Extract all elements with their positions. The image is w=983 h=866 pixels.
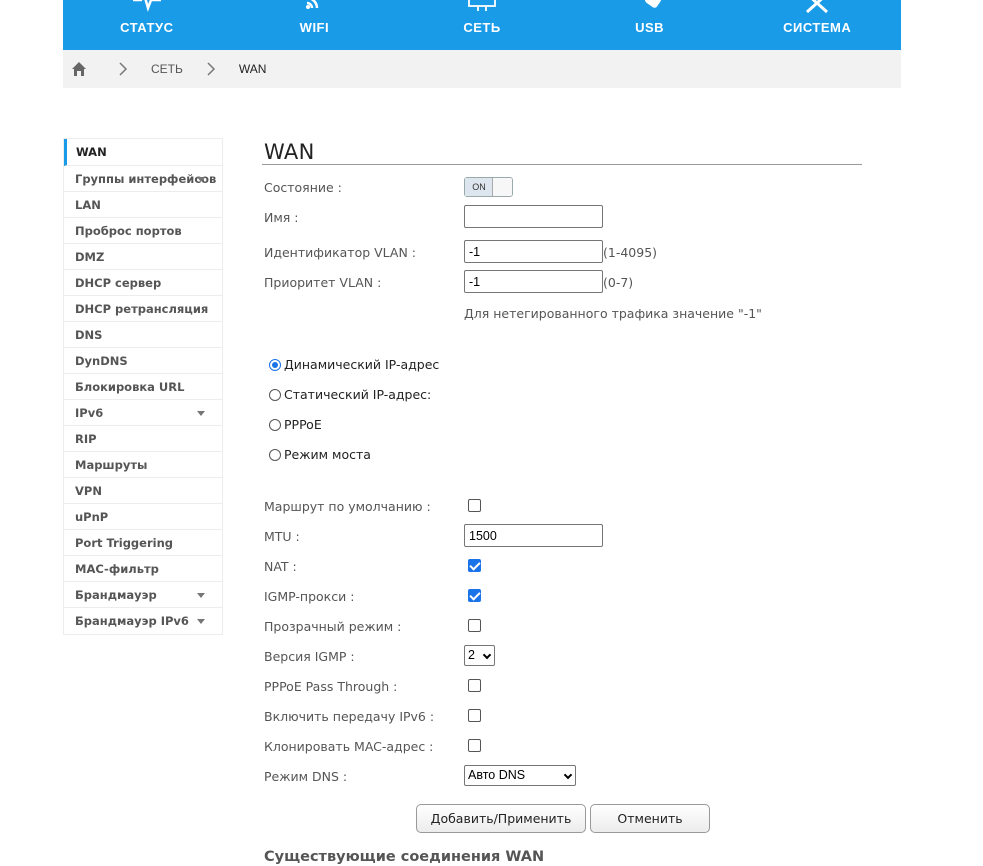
- top-navigation: [63, 0, 901, 50]
- sidebar-item-firewall-ipv6[interactable]: [64, 608, 222, 634]
- page-title: WAN: [264, 140, 315, 164]
- caret-down-icon: [197, 177, 205, 182]
- radio-bridge-mode[interactable]: [269, 447, 371, 462]
- chevron-down-icon: [483, 651, 491, 659]
- sidebar-item-ipv6[interactable]: [64, 400, 222, 426]
- chevron-down-icon: [564, 771, 572, 779]
- sidebar-item-wan[interactable]: [64, 139, 222, 166]
- vlan-priority-input[interactable]: [464, 270, 603, 293]
- dns-mode-label: Режим DNS :: [264, 769, 348, 784]
- radio-static-ip[interactable]: [269, 387, 431, 402]
- name-label: Имя :: [264, 210, 299, 225]
- sidebar-item-label: Маршруты: [75, 457, 148, 472]
- sidebar-item-dhcp-relay[interactable]: [64, 296, 222, 322]
- sidebar-item-routes[interactable]: [64, 452, 222, 478]
- sidebar-item-lan[interactable]: [64, 192, 222, 218]
- pulse-icon: [131, 0, 163, 14]
- sidebar-item-label: VPN: [75, 483, 102, 498]
- radio-label: Статический IP-адрес:: [284, 387, 432, 402]
- tools-icon: [801, 0, 833, 14]
- radio-pppoe[interactable]: [269, 417, 322, 432]
- sidebar-item-dmz[interactable]: [64, 244, 222, 270]
- radio-label: Режим моста: [284, 447, 371, 462]
- nav-status[interactable]: [63, 0, 231, 50]
- sidebar-item-dns[interactable]: [64, 322, 222, 348]
- sidebar-item-dhcp-server[interactable]: [64, 270, 222, 296]
- sidebar-item-interface-groups[interactable]: [64, 166, 222, 192]
- clone-mac-checkbox[interactable]: [468, 739, 481, 752]
- sidebar-item-port-triggering[interactable]: [64, 530, 222, 556]
- nav-wifi-label: WIFI: [299, 20, 330, 35]
- pppoe-pass-through-checkbox[interactable]: [468, 679, 481, 692]
- vlan-hint: Для нетегированного трафика значение "-1": [464, 306, 762, 321]
- radio-dynamic-ip[interactable]: [269, 357, 439, 372]
- nav-usb-label: USB: [635, 20, 665, 35]
- sidebar-item-firewall[interactable]: [64, 582, 222, 608]
- vlan-id-input[interactable]: [464, 240, 603, 263]
- state-toggle[interactable]: [464, 177, 513, 197]
- transparent-mode-label: Прозрачный режим :: [264, 619, 402, 634]
- sidebar-item-label: Группы интерфейсов: [75, 171, 217, 186]
- sidebar-item-vpn[interactable]: [64, 478, 222, 504]
- sidebar-item-label: Port Triggering: [75, 535, 173, 550]
- igmp-proxy-checkbox[interactable]: [468, 589, 481, 602]
- sidebar-item-label: DMZ: [75, 249, 105, 264]
- caret-down-icon: [197, 619, 205, 624]
- sidebar-item-rip[interactable]: [64, 426, 222, 452]
- vlan-id-label: Идентификатор VLAN :: [264, 245, 417, 260]
- nav-wifi[interactable]: [231, 0, 399, 50]
- apply-button[interactable]: Добавить/Применить: [416, 804, 586, 833]
- dns-mode-value: Авто DNS: [468, 768, 526, 782]
- nat-label: NAT :: [264, 559, 297, 574]
- ipv6-pass-label: Включить передачу IPv6 :: [264, 709, 435, 724]
- nav-system-label: СИСТЕМА: [783, 20, 852, 35]
- radio-button[interactable]: [269, 419, 281, 431]
- breadcrumb-wan: WAN: [238, 62, 267, 76]
- vlan-id-range: (1-4095): [603, 245, 658, 260]
- mtu-input[interactable]: [464, 524, 603, 547]
- sidebar-item-port-forwarding[interactable]: [64, 218, 222, 244]
- sidebar-item-label: uPnP: [75, 509, 109, 524]
- title-divider: [262, 164, 862, 165]
- nav-system[interactable]: [733, 0, 901, 50]
- radio-label: PPPoE: [284, 417, 322, 432]
- default-route-label: Маршрут по умолчанию :: [264, 499, 431, 514]
- sidebar-item-url-block[interactable]: [64, 374, 222, 400]
- wifi-icon: [298, 0, 330, 14]
- radio-button[interactable]: [269, 449, 281, 461]
- sidebar: [63, 138, 223, 635]
- clone-mac-label: Клонировать MAC-адрес :: [264, 739, 434, 754]
- mtu-label: MTU :: [264, 529, 300, 544]
- nav-network-label: СЕТЬ: [463, 20, 501, 35]
- igmp-version-label: Версия IGMP :: [264, 649, 355, 664]
- sidebar-item-label: Брандмауэр IPv6: [75, 614, 189, 628]
- name-input[interactable]: [464, 205, 603, 228]
- sidebar-item-label: DHCP ретрансляция: [75, 301, 209, 316]
- cancel-button[interactable]: Отменить: [590, 804, 710, 833]
- sidebar-item-label: IPv6: [75, 405, 104, 420]
- sidebar-item-label: MAC-фильтр: [75, 561, 159, 576]
- igmp-proxy-label: IGMP-прокси :: [264, 589, 355, 604]
- pppoe-pass-through-label: PPPoE Pass Through :: [264, 679, 398, 694]
- sidebar-item-label: DHCP сервер: [75, 275, 162, 290]
- sidebar-item-dyndns[interactable]: [64, 348, 222, 374]
- sidebar-item-label: Проброс портов: [75, 223, 182, 238]
- existing-connections-title: Существующие соединения WAN: [264, 849, 545, 865]
- sidebar-item-label: LAN: [75, 197, 101, 212]
- sidebar-item-label: Брандмауэр: [75, 587, 157, 602]
- toggle-on-text: ON: [465, 178, 493, 196]
- dns-mode-select[interactable]: [464, 765, 576, 786]
- home-icon[interactable]: [71, 61, 87, 77]
- sidebar-item-label: WAN: [76, 145, 107, 159]
- vlan-priority-label: Приоритет VLAN :: [264, 275, 382, 290]
- caret-down-icon: [197, 411, 205, 416]
- chevron-right-icon: [205, 61, 217, 77]
- sidebar-item-label: DNS: [75, 327, 103, 342]
- radio-label: Динамический IP-адрес: [284, 357, 440, 372]
- nav-network[interactable]: [398, 0, 566, 50]
- sidebar-item-label: RIP: [75, 431, 97, 446]
- sidebar-item-mac-filter[interactable]: [64, 556, 222, 582]
- sidebar-item-label: Блокировка URL: [75, 379, 185, 394]
- chevron-right-icon: [117, 61, 129, 77]
- breadcrumb: [63, 50, 901, 88]
- default-route-checkbox[interactable]: [468, 499, 481, 512]
- toggle-knob: [492, 178, 512, 196]
- sidebar-item-label: DynDNS: [75, 353, 128, 368]
- radio-button[interactable]: [269, 389, 281, 401]
- igmp-version-value: 2: [468, 648, 475, 662]
- nav-usb[interactable]: [566, 0, 734, 50]
- sidebar-item-upnp[interactable]: [64, 504, 222, 530]
- nat-checkbox[interactable]: [468, 559, 481, 572]
- radio-button[interactable]: [269, 359, 281, 371]
- vlan-priority-range: (0-7): [603, 275, 634, 290]
- breadcrumb-network[interactable]: СЕТЬ: [151, 62, 183, 76]
- nav-status-label: СТАТУС: [120, 20, 174, 35]
- caret-down-icon: [197, 593, 205, 598]
- transparent-mode-checkbox[interactable]: [468, 619, 481, 632]
- igmp-version-select[interactable]: [464, 645, 495, 666]
- ipv6-pass-checkbox[interactable]: [468, 709, 481, 722]
- state-label: Состояние :: [264, 180, 342, 195]
- network-icon: [466, 0, 498, 14]
- usb-icon: [634, 0, 666, 14]
